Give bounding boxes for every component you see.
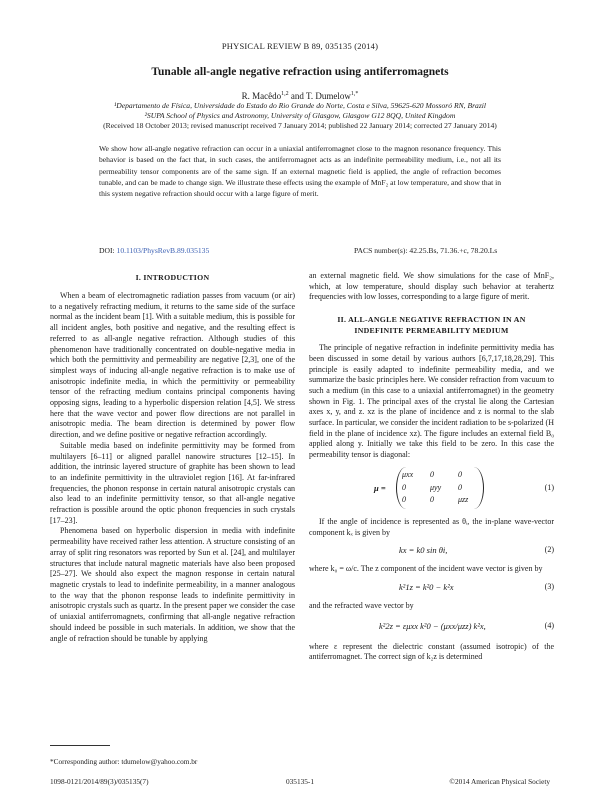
pacs-numbers: PACS number(s): 42.25.Bs, 71.36.+c, 78.20.Ls — [354, 246, 498, 255]
equation-3 — [309, 578, 554, 598]
equation-2-number: (2) — [544, 545, 554, 555]
section-2-paragraph-5: where ε represent the dielectric constant (assumed isotropic) of the antiferromagnet. The correct sign of k₂z is determined — [309, 641, 554, 662]
abstract: We show how all-angle negative refraction can occur in a uniaxial antiferromagnet close to the magnon resonance frequency. This behavior is based on the fact that, in such cases, the antiferromagnet acts as an indefinite permeability medium, i.e., not all its permeability tensor components are of the same sign. If an external magnetic field is applied, the angle of refraction becomes tunable, and can be made to change sign. We illustrate these effects using the example of MnF₂ at low temperature, and show that in this system negative refraction should occur with a large figure of merit. — [99, 144, 501, 199]
section-2-heading-line-1: II. ALL-ANGLE NEGATIVE REFRACTION IN AN — [337, 315, 526, 325]
footer-copyright: ©2014 American Physical Society — [449, 777, 550, 786]
doi-line — [99, 246, 209, 255]
equation-1-lhs: μ = — [374, 482, 386, 493]
running-head: PHYSICAL REVIEW B 89, 035135 (2014) — [221, 41, 379, 51]
matrix-cell: μzz — [458, 495, 469, 505]
author-1-affil: 1,2 — [281, 91, 289, 97]
paper-title: Tunable all-angle negative refraction using antiferromagnets — [151, 66, 449, 78]
author-conjunction: and — [288, 91, 306, 101]
equation-4 — [309, 615, 554, 639]
equation-1 — [309, 467, 554, 511]
footnote-rule — [50, 745, 110, 746]
corresponding-author-footnote: *Corresponding author: tdumelow@yahoo.com.br — [50, 757, 198, 766]
matrix-cell: μxx — [402, 469, 414, 479]
equation-4-body: k²2z = εμxx k²0 − (μxx/μzz) k²x, — [379, 620, 486, 631]
intro-paragraph-2: Suitable media based on indefinite permittivity may be formed from multilayers [6–11] or aligned parallel nanowire structures [12–15]. In addition, the intrinsic layered structure of graphite has been shown to lead to an indefinite permittivity in the ultraviolet region [16]. At far-infrared frequencies, the phonon response in certain natural anisotropic crystals can also lead to an indefinite permittivity tensor, so that all-angle negative refraction is possible around the optic phonon frequencies in such crystals [17–23]. — [50, 440, 295, 525]
equation-2 — [309, 541, 554, 561]
equation-3-body: k²1z = k²0 − k²x — [399, 581, 454, 592]
author-2: T. Dumelow — [306, 91, 351, 101]
equation-4-number: (4) — [544, 620, 554, 630]
footer-page-number: 035135-1 — [286, 777, 314, 786]
right-column — [309, 271, 554, 663]
footer-issn: 1098-0121/2014/89(3)/035135(7) — [50, 777, 149, 786]
section-2-paragraph-1: The principle of negative refraction in indefinite permittivity media has been discussed in some detail by various authors [6,7,17,18,28,29]. This principle is easily adapted to indefinite permeability media, and we summarize the basic principles here. We consider refraction from vacuum to such a medium (in this case to a uniaxial antiferromagnet) in the geometry shown in Fig. 1. The principal axes of the crystal lie along the Cartesian axes x, y, and z. xz is the plane of incidence and z is normal to the slab surface. In particular, we consider the incident radiation to be s-polarized (H field in the plane of incidence xz). The figure includes an external field B₀ applied along y. Initially we take this field to be zero. In this case the permeability tensor is diagonal: — [309, 343, 554, 460]
intro-paragraph-3: Phenomena based on hyperbolic dispersion in media with indefinite permeability have received rather less attention. A structure consisting of an array of split ring resonators was reported by Sun et al. [24], and multilayer structures that include natural magnetic materials have also been proposed [25–27]. We should also expect the magnon response in certain natural magnetic crystals to lead to indefinite permeability, in a manner analogous to the way that the phonon response leads to indefinite permittivity in anisotropic crystals such as quartz. In the present paper we consider the case of uniaxial antiferromagnets, confirming that all-angle negative refraction should indeed be possible in such materials. In addition, we show that the angle of refraction should be tunable by applying — [50, 526, 295, 643]
received-dates: (Received 18 October 2013; revised manuscript received 7 January 2014; published 22 January 2014; corrected 27 January 2014) — [103, 121, 497, 130]
intro-paragraph-4: an external magnetic field. We show simulations for the case of MnF₂, which, at low temperature, should display such behavior at terahertz frequencies with low losses, corresponding to a large figure of merit. — [309, 271, 554, 302]
intro-paragraph-1: When a beam of electromagnetic radiation passes from vacuum (or air) to a negatively refracting medium, it returns to the same side of the surface normal as the incident beam [1]. With a suitable medium, this is possible for all incident angles, both positive and negative, and the resulting effect is referred to as all-angle negative refraction. Although studies of this phenomenon have traditionally concentrated on double-negative media in which both the permittivity and permeability are negative [2,3], one of the simplest ways of inducing all-angle negative refraction is to make use of anisotropic indefinite media, in which the permittivity or permeability tensor of the refracting medium contains principal components having opposing signs, leading to a hyperbolic dispersion relation [4,5]. We stress here that the wave vector and power flow directions are not parallel in anisotropic media. The beam direction is determined by power flow direction, and we define positive or negative refraction accordingly. — [50, 291, 295, 440]
matrix-cell: 0 — [402, 482, 406, 492]
matrix-cell: 0 — [402, 495, 406, 505]
matrix-cell: 0 — [430, 469, 434, 479]
equation-3-number: (3) — [544, 581, 554, 591]
equation-2-body: kx = k0 sin θi, — [399, 545, 448, 556]
matrix-cell: 0 — [458, 469, 462, 479]
doi-link[interactable]: 10.1103/PhysRevB.89.035135 — [116, 246, 210, 255]
section-2-paragraph-2: If the angle of incidence is represented as θᵢ, the in-plane wave-vector component kₓ is given by — [309, 516, 554, 537]
doi-label: DOI: — [99, 246, 117, 255]
permeability-matrix — [401, 469, 483, 507]
affiliation-2: ²SUPA School of Physics and Astronomy, University of Glasgow, Glasgow G12 8QQ, United Kingdom — [144, 111, 456, 120]
section-2-paragraph-4: and the refracted wave vector by — [309, 600, 414, 610]
affiliation-1: ¹Departamento de Física, Universidade do Estado do Rio Grande do Norte, Costa e Silva, 59625-620 Mossoró RN, Brazil — [113, 101, 487, 110]
matrix-cell: μyy — [430, 482, 442, 492]
equation-1-number: (1) — [544, 482, 554, 492]
section-1-heading: I. INTRODUCTION — [135, 273, 210, 282]
author-2-affil: 1,* — [350, 91, 359, 97]
author-list — [0, 91, 600, 101]
section-2-heading-line-2: INDEFINITE PERMEABILITY MEDIUM — [354, 326, 509, 336]
author-1: R. Macêdo — [241, 91, 282, 101]
left-column — [50, 272, 295, 644]
section-2-paragraph-3: where k₀ = ω/c. The z component of the incident wave vector is given by — [309, 564, 543, 574]
matrix-cell: 0 — [430, 495, 434, 505]
matrix-cell: 0 — [458, 482, 462, 492]
